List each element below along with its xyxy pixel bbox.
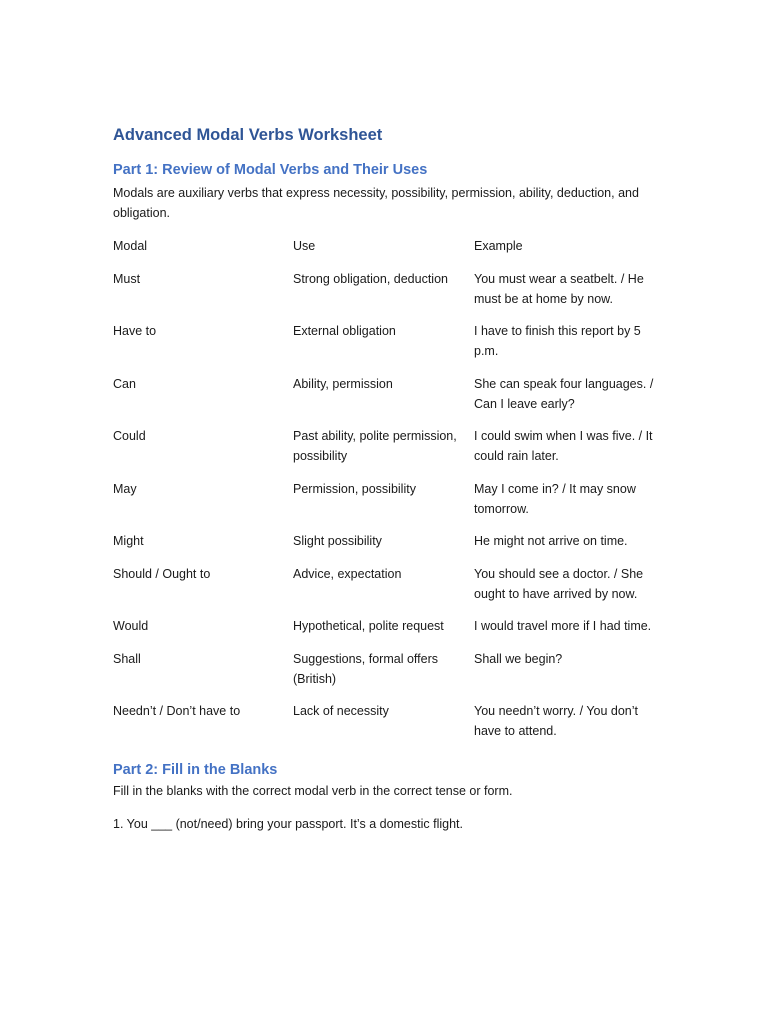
cell-example: I would travel more if I had time. <box>474 619 652 633</box>
table-row <box>113 321 658 374</box>
cell-example: You needn’t worry. / You don’t have to attend. <box>474 704 639 738</box>
cell-example: I could swim when I was five. / It could rain later. <box>474 429 653 463</box>
cell-use: Strong obligation, deduction <box>293 271 448 286</box>
cell-modal: Must <box>113 271 141 286</box>
question-1: 1. You ___ (not/need) bring your passport. It’s a domestic flight. <box>113 817 463 831</box>
modal-verbs-table <box>113 236 658 741</box>
table-row <box>113 269 658 322</box>
cell-use: Slight possibility <box>293 534 382 548</box>
cell-example: She can speak four languages. / Can I leave early? <box>474 376 654 411</box>
worksheet-page <box>113 124 658 834</box>
cell-use: Suggestions, formal offers (British) <box>293 651 438 686</box>
cell-use: Ability, permission <box>293 376 393 391</box>
table-row <box>113 426 658 479</box>
cell-use: Hypothetical, polite request <box>293 619 444 633</box>
cell-use: Advice, expectation <box>293 566 402 581</box>
cell-modal: Shall <box>113 651 141 666</box>
cell-use: Permission, possibility <box>293 481 416 496</box>
part2-heading: Part 2: Fill in the Blanks <box>113 762 278 778</box>
cell-use: Past ability, polite permission, possibility <box>293 429 457 463</box>
part1-heading: Part 1: Review of Modal Verbs and Their Uses <box>113 162 428 178</box>
table-row <box>113 616 658 649</box>
cell-modal: Needn’t / Don’t have to <box>113 704 241 718</box>
cell-example: May I come in? / It may snow tomorrow. <box>474 481 636 516</box>
part2-section <box>113 760 658 834</box>
table-row <box>113 479 658 532</box>
table-row <box>113 564 658 617</box>
cell-use: External obligation <box>293 324 396 338</box>
cell-modal: Might <box>113 534 144 548</box>
cell-example: You should see a doctor. / She ought to have arrived by now. <box>474 566 644 601</box>
table-row <box>113 701 658 741</box>
cell-example: You must wear a seatbelt. / He must be at home by now. <box>474 271 644 306</box>
cell-modal: Can <box>113 376 136 391</box>
cell-modal: Have to <box>113 324 157 338</box>
cell-modal: Should / Ought to <box>113 566 211 581</box>
cell-modal: May <box>113 481 137 496</box>
cell-use: Lack of necessity <box>293 704 389 718</box>
table-row <box>113 531 658 564</box>
cell-modal: Could <box>113 429 146 443</box>
cell-example: Shall we begin? <box>474 651 563 666</box>
cell-example: He might not arrive on time. <box>474 534 628 548</box>
document-title: Advanced Modal Verbs Worksheet <box>113 126 383 144</box>
header-example: Example <box>474 239 523 253</box>
header-use: Use <box>293 239 316 253</box>
table-row <box>113 374 658 427</box>
part1-intro: Modals are auxiliary verbs that express necessity, possibility, permission, ability, deduction, and obligation. <box>113 186 639 220</box>
table-row <box>113 649 658 702</box>
table-header-row <box>113 236 658 269</box>
cell-example: I have to finish this report by 5 p.m. <box>474 324 641 358</box>
header-modal: Modal <box>113 239 148 253</box>
part2-instructions: Fill in the blanks with the correct modal verb in the correct tense or form. <box>113 784 513 798</box>
cell-modal: Would <box>113 619 149 633</box>
